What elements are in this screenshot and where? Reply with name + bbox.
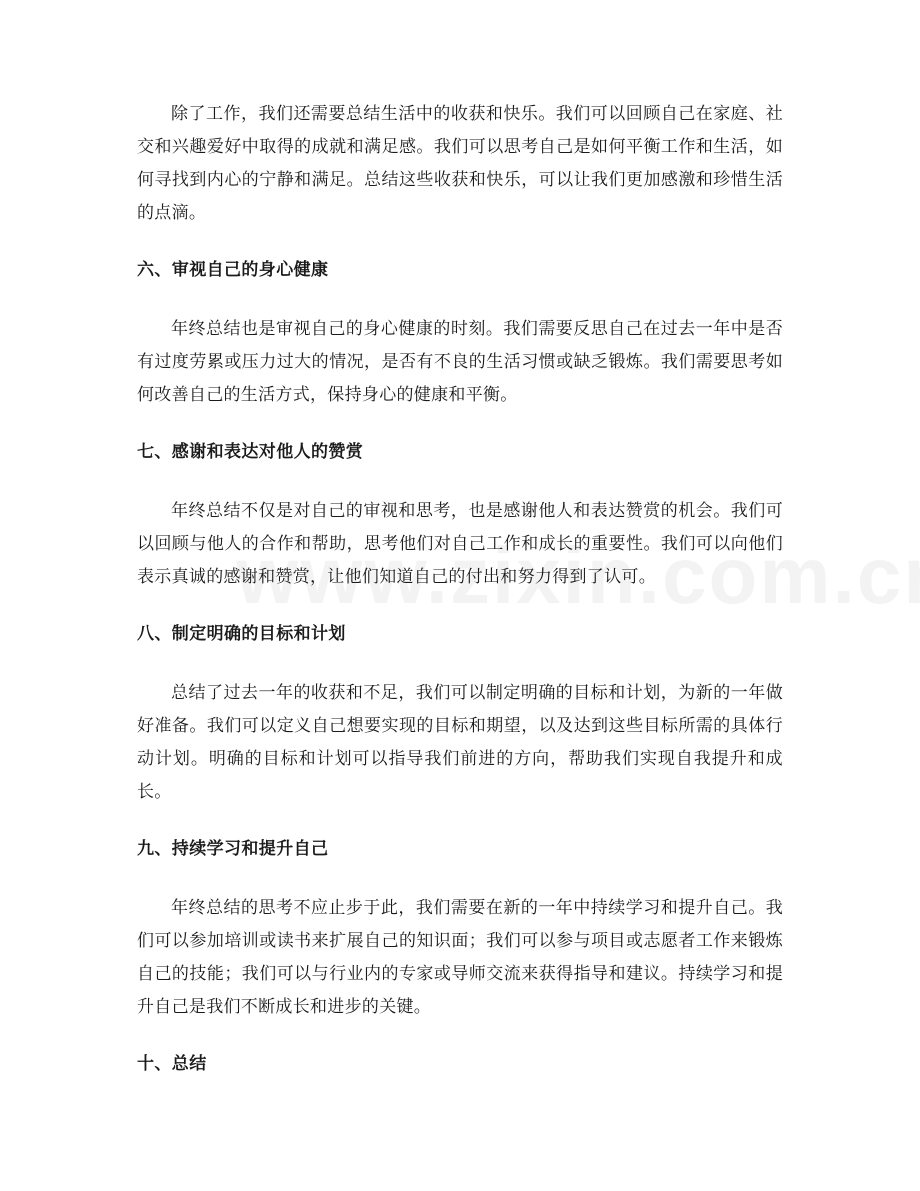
section-heading-8: 八、制定明确的目标和计划	[137, 624, 346, 644]
section-heading-7: 七、感谢和表达对他人的赞赏	[137, 442, 364, 462]
section-heading-10: 十、总结	[137, 1054, 207, 1074]
section-body-8: 总结了过去一年的收获和不足，我们可以制定明确的目标和计划，为新的一年做好准备。我们可以定义自己想要实现的目标和期望，以及达到这些目标所需的具体行动计划。明确的目标和计划可以指导我们前进的方向，帮助我们实现自我提升和成长。	[137, 683, 783, 802]
intro-paragraph: 除了工作，我们还需要总结生活中的收获和快乐。我们可以回顾自己在家庭、社交和兴趣爱好中取得的成就和满足感。我们可以思考自己是如何平衡工作和生活，如何寻找到内心的宁静和满足。总结这些收获和快乐，可以让我们更加感激和珍惜生活的点滴。	[137, 104, 783, 223]
section-heading-6: 六、审视自己的身心健康	[137, 260, 329, 280]
document-content	[137, 98, 783, 1081]
section-body-6: 年终总结也是审视自己的身心健康的时刻。我们需要反思自己在过去一年中是否有过度劳累或压力过大的情况，是否有不良的生活习惯或缺乏锻炼。我们需要思考如何改善自己的生活方式，保持身心的健康和平衡。	[137, 319, 783, 405]
section-heading-9: 九、持续学习和提升自己	[137, 839, 329, 859]
section-body-7: 年终总结不仅是对自己的审视和思考，也是感谢他人和表达赞赏的机会。我们可以回顾与他人的合作和帮助，思考他们对自己工作和成长的重要性。我们可以向他们表示真诚的感谢和赞赏，让他们知道自己的付出和努力得到了认可。	[137, 501, 783, 587]
section-body-9: 年终总结的思考不应止步于此，我们需要在新的一年中持续学习和提升自己。我们可以参加培训或读书来扩展自己的知识面；我们可以参与项目或志愿者工作来锻炼自己的技能；我们可以与行业内的专家或导师交流来获得指导和建议。持续学习和提升自己是我们不断成长和进步的关键。	[137, 898, 783, 1017]
